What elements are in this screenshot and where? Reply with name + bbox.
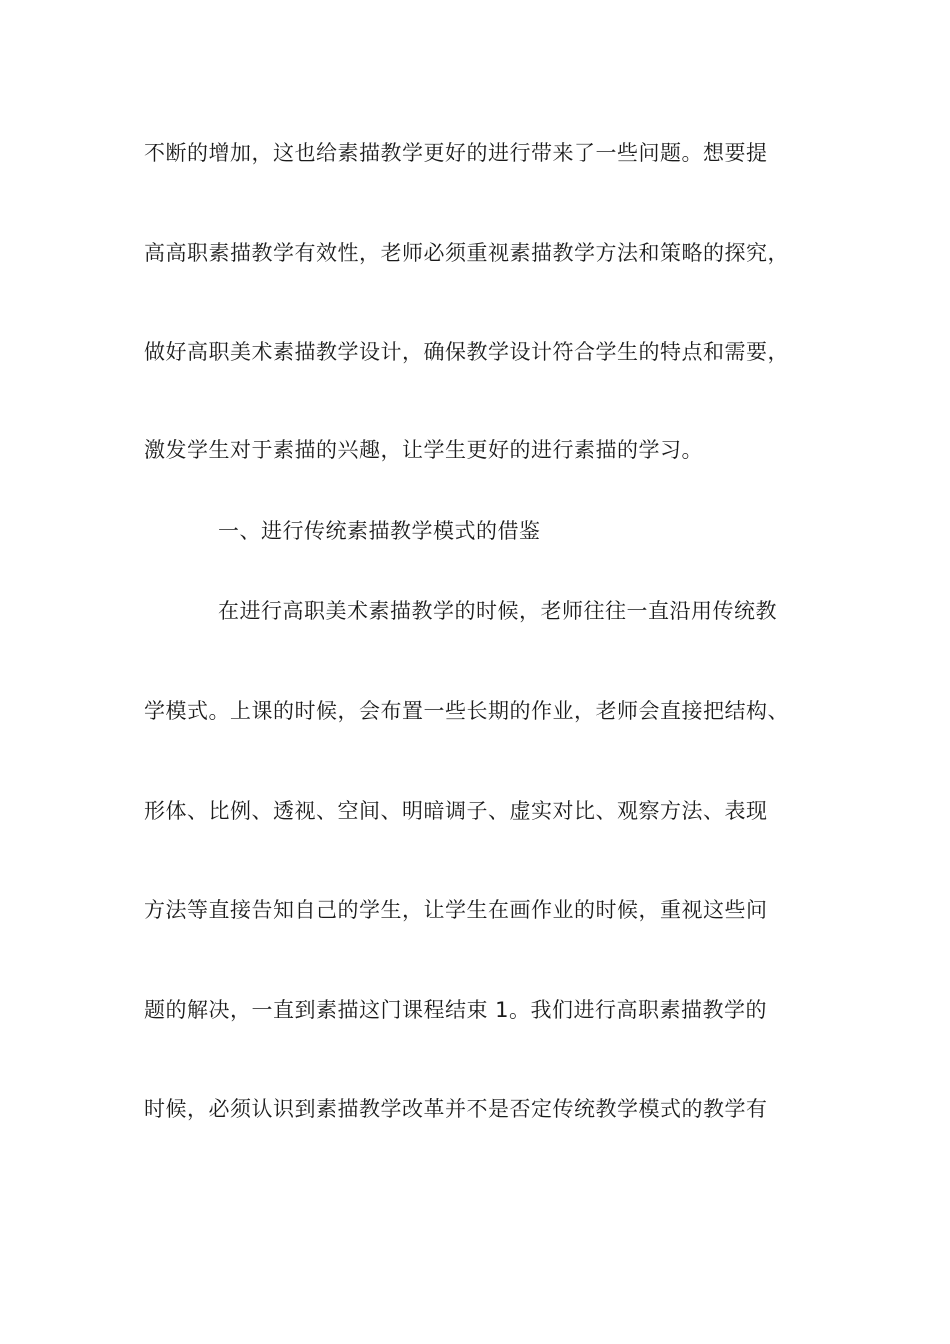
text-line: 形体、比例、透视、空间、明暗调子、虚实对比、观察方法、表现	[144, 799, 768, 823]
text-line: 高高职素描教学有效性，老师必须重视素描教学方法和策略的探究，	[144, 241, 789, 265]
text-line: 激发学生对于素描的兴趣，让学生更好的进行素描的学习。	[144, 438, 703, 462]
text-line: 不断的增加，这也给素描教学更好的进行带来了一些问题。想要提	[144, 141, 768, 165]
text-line: 方法等直接告知自己的学生，让学生在画作业的时候，重视这些问	[144, 898, 768, 922]
text-line: 学模式。上课的时候，会布置一些长期的作业，老师会直接把结构、	[144, 699, 789, 723]
section-heading: 一、进行传统素描教学模式的借鉴	[218, 519, 541, 543]
text-line: 在进行高职美术素描教学的时候，老师往往一直沿用传统教	[218, 599, 777, 623]
text-line: 做好高职美术素描教学设计，确保教学设计符合学生的特点和需要，	[144, 340, 789, 364]
text-line: 题的解决，一直到素描这门课程结束 1。我们进行高职素描教学的	[144, 998, 768, 1022]
text-line: 时候，必须认识到素描教学改革并不是否定传统教学模式的教学有	[144, 1097, 768, 1121]
